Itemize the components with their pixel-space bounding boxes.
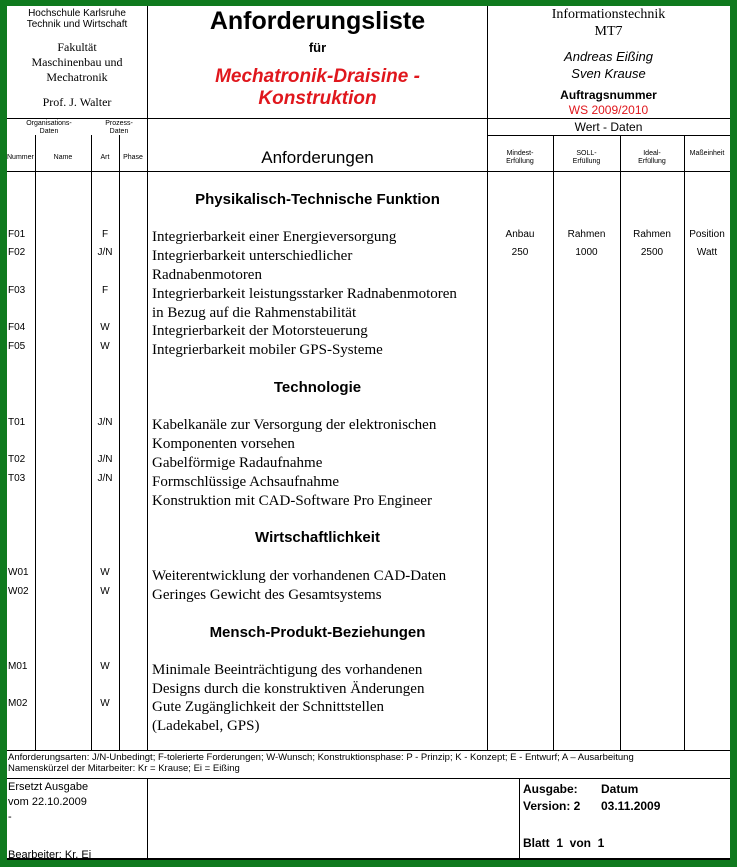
- project-subtitle: Mechatronik-Draisine - Konstruktion: [215, 66, 420, 109]
- value-data-header: Wert - Daten: [574, 120, 643, 134]
- requirement-text: Gabelförmige Radaufnahme: [152, 455, 323, 471]
- requirement-text: Integrierbarkeit einer Energieversorgung: [152, 229, 397, 245]
- school-name: Hochschule Karlsruhe Technik und Wirtschaft: [26, 8, 128, 30]
- unit-value: Position: [689, 229, 725, 240]
- requirement-text: Weiterentwicklung der vorhandenen CAD-Daten: [152, 568, 447, 584]
- requirement-text: Geringes Gewicht des Gesamtsystems: [152, 587, 382, 603]
- row-type: J/N: [97, 247, 113, 258]
- requirements-column-header: Anforderungen: [261, 148, 374, 167]
- row-number: T02: [8, 454, 26, 465]
- target-column-header: SOLL- Erfüllung: [572, 150, 601, 165]
- rule: [620, 135, 621, 750]
- row-number: W01: [8, 567, 29, 578]
- replaced-issue: Ersetzt Ausgabe vom 22.10.2009 -: [8, 781, 89, 823]
- row-number: T01: [8, 417, 26, 428]
- ideal-column-header: Ideal- Erfüllung: [638, 150, 666, 165]
- legend: Anforderungsarten: J/N-Unbedingt; F-tolerierte Forderungen; W-Wunsch; Konstruktionsphase: P - Prinzip; K - Konzept; E - Entwurf; A – Ausarbeitung Namenskürzel der Mitarbeiter: Kr = Krause; Ei = Eißing: [8, 752, 634, 774]
- authors: Andreas Eißing Sven Krause: [564, 49, 653, 81]
- row-type: W: [100, 661, 110, 672]
- rule: [7, 750, 730, 751]
- issue-label: Ausgabe:: [523, 782, 578, 796]
- rule: [7, 778, 730, 779]
- row-type: J/N: [97, 417, 113, 428]
- date-label: Datum: [601, 782, 639, 796]
- program: Informationstechnik MT7: [551, 7, 666, 39]
- ideal-value: 2500: [640, 247, 664, 258]
- title-for: für: [308, 40, 327, 55]
- rule: [119, 135, 120, 750]
- requirement-text: Integrierbarkeit unterschiedlicher Radnabenmotoren: [152, 248, 353, 283]
- row-number: T03: [8, 473, 26, 484]
- section-heading: Wirtschaftlichkeit: [255, 529, 380, 546]
- requirements-sheet: [7, 6, 730, 860]
- requirement-text: Integrierbarkeit leistungsstarker Radnabenmotoren in Bezug auf die Rahmenstabilität: [152, 286, 457, 321]
- type-column-header: Art: [100, 154, 110, 161]
- requirement-text: Gute Zugänglichkeit der Schnittstellen (Ladekabel, GPS): [152, 699, 385, 734]
- row-number: M01: [8, 661, 28, 672]
- row-number: F01: [8, 229, 26, 240]
- row-type: W: [100, 567, 110, 578]
- min-value: Anbau: [505, 229, 535, 240]
- rule: [7, 858, 730, 860]
- row-type: J/N: [97, 454, 113, 465]
- version-date: 03.11.2009: [601, 799, 661, 813]
- editor: Bearbeiter: Kr, Ei: [8, 849, 92, 860]
- version-label: Version: 2: [523, 799, 581, 813]
- requirement-text: Kabelkanäle zur Versorgung der elektronischen Komponenten vorsehen: [152, 417, 437, 452]
- requirement-text: Integrierbarkeit der Motorsteuerung: [152, 323, 368, 339]
- number-column-header: Nummer: [7, 154, 34, 161]
- row-type: F: [101, 229, 109, 240]
- row-type: W: [100, 586, 110, 597]
- row-type: F: [101, 285, 109, 296]
- row-number: F05: [8, 341, 26, 352]
- sheet-number: Blatt 1 von 1: [523, 836, 605, 850]
- row-number: F02: [8, 247, 26, 258]
- requirement-text: Integrierbarkeit mobiler GPS-Systeme: [152, 342, 383, 358]
- section-heading: Physikalisch-Technische Funktion: [195, 191, 440, 208]
- min-column-header: Mindest- Erfüllung: [506, 150, 534, 165]
- professor: Prof. J. Walter: [42, 95, 112, 109]
- row-number: F03: [8, 285, 26, 296]
- page-title: Anforderungsliste: [209, 7, 426, 35]
- target-value: Rahmen: [567, 229, 606, 240]
- row-type: J/N: [97, 473, 113, 484]
- section-heading: Technologie: [273, 379, 362, 396]
- requirement-text: Minimale Beeinträchtigung des vorhandenen Designs durch die konstruktiven Änderungen: [152, 662, 425, 697]
- rule: [519, 778, 520, 860]
- rule: [7, 118, 730, 119]
- rule: [487, 135, 730, 136]
- rule: [487, 6, 488, 750]
- row-type: W: [100, 341, 110, 352]
- rule: [7, 171, 730, 172]
- unit-column-header: Maßeinheit: [689, 150, 725, 157]
- faculty: Fakultät Maschinenbau und Mechatronik: [31, 40, 123, 84]
- order-value: WS 2009/2010: [568, 103, 649, 117]
- order-label: Auftragsnummer: [560, 88, 657, 102]
- min-value: 250: [511, 247, 529, 258]
- requirement-text: Formschlüssige Achsaufnahme Konstruktion mit CAD-Software Pro Engineer: [152, 474, 432, 509]
- row-number: M02: [8, 698, 28, 709]
- rule: [553, 135, 554, 750]
- row-number: W02: [8, 586, 29, 597]
- process-data-header: Prozess- Daten: [105, 120, 133, 135]
- name-column-header: Name: [53, 154, 73, 161]
- unit-value: Watt: [696, 247, 718, 258]
- row-number: F04: [8, 322, 26, 333]
- rule: [147, 778, 148, 860]
- rule: [35, 135, 36, 750]
- ideal-value: Rahmen: [633, 229, 671, 240]
- rule: [91, 135, 92, 750]
- row-type: W: [100, 698, 110, 709]
- section-heading: Mensch-Produkt-Beziehungen: [209, 624, 426, 641]
- phase-column-header: Phase: [123, 154, 143, 161]
- row-type: W: [100, 322, 110, 333]
- target-value: 1000: [575, 247, 598, 258]
- org-data-header: Organisations- Daten: [26, 120, 72, 135]
- rule: [684, 135, 685, 750]
